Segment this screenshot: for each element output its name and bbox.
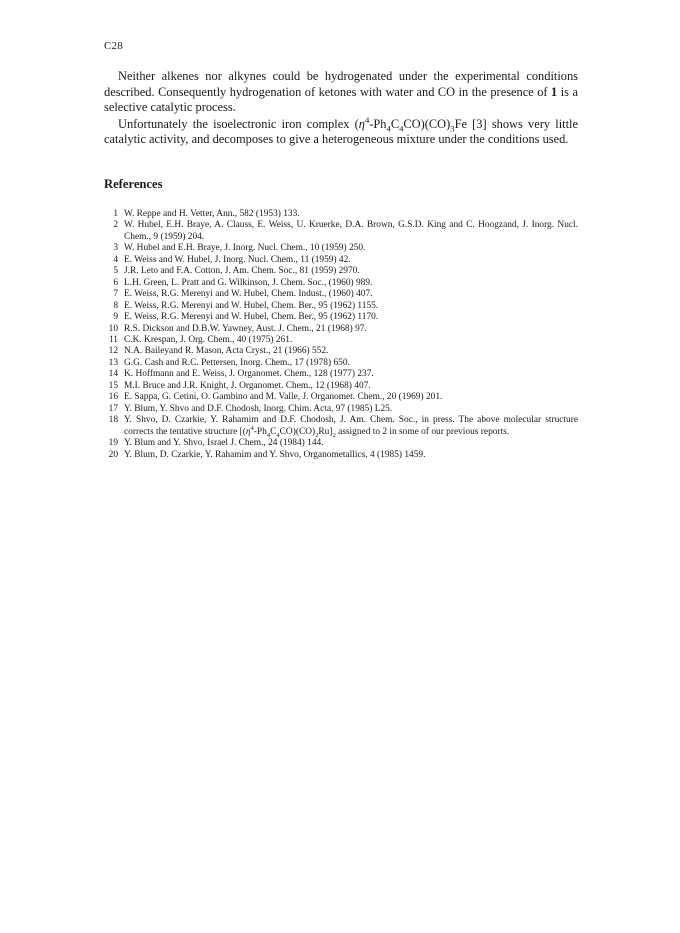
reference-text: E. Sappa, G. Cetini, O. Gambino and M. Valle, J. Organomet. Chem., 20 (1969) 201. xyxy=(124,392,443,403)
reference-text: L.H. Green, L. Pratt and G. Wilkinson, J. Chem. Soc., (1960) 989. xyxy=(124,277,373,288)
reference-item xyxy=(104,404,578,415)
reference-number: 10 xyxy=(108,323,118,334)
reference-text: Y. Blum and Y. Shvo, Israel J. Chem., 24 (1984) 144. xyxy=(124,438,324,449)
reference-text: Y. Blum, D. Czarkie, Y. Rahamim and Y. Shvo, Organometallics, 4 (1985) 1459. xyxy=(124,449,426,460)
reference-item xyxy=(104,358,578,369)
reference-text: M.I. Bruce and J.R. Knight, J. Organomet. Chem., 12 (1968) 407. xyxy=(124,380,371,391)
reference-item xyxy=(104,255,578,266)
reference-text: K. Hoffmann and E. Weiss, J. Organomet. Chem., 128 (1977) 237. xyxy=(124,369,374,380)
reference-number: 3 xyxy=(113,243,118,254)
reference-item xyxy=(104,220,578,243)
reference-item xyxy=(104,415,578,438)
reference-text: G.G. Cash and R.C. Pettersen, Inorg. Chem., 17 (1978) 650. xyxy=(124,357,350,368)
references-heading: References xyxy=(104,177,163,191)
reference-item xyxy=(104,346,578,357)
references-list xyxy=(104,209,578,461)
reference-number: 18 xyxy=(108,415,118,426)
reference-item xyxy=(104,289,578,300)
reference-number: 20 xyxy=(108,449,118,460)
reference-text: N.A. Baileyand R. Mason, Acta Cryst., 21 (1966) 552. xyxy=(124,346,329,357)
reference-number: 16 xyxy=(108,392,118,403)
reference-number: 9 xyxy=(113,312,118,323)
reference-text: W. Hubel and E.H. Braye, J. Inorg. Nucl. Chem., 10 (1959) 250. xyxy=(124,243,366,254)
reference-item xyxy=(104,209,578,220)
reference-number: 1 xyxy=(113,209,118,219)
reference-item xyxy=(104,450,578,461)
reference-number: 17 xyxy=(108,403,118,414)
reference-number: 15 xyxy=(108,380,118,391)
reference-text: Y. Blum, Y. Shvo and D.F. Chodosh, Inorg. Chim. Acta, 97 (1985) L25. xyxy=(124,403,393,414)
reference-text: W. Hubel, E.H. Braye, A. Clauss, E. Weiss, U. Kruerke, D.A. Brown, G.S.D. King and C. Hoogzand, J. Inorg. Nucl. Chem., 9 (1959) 204. xyxy=(124,220,578,242)
reference-number: 4 xyxy=(113,254,118,265)
reference-number: 2 xyxy=(113,220,118,231)
reference-item xyxy=(104,301,578,312)
reference-number: 12 xyxy=(108,346,118,357)
reference-item xyxy=(104,369,578,380)
reference-text: E. Weiss, R.G. Merenyi and W. Hubel, Chem. Ber., 95 (1962) 1155. xyxy=(124,300,379,311)
reference-number: 5 xyxy=(113,266,118,277)
reference-text: J.R. Leto and F.A. Cotton, J. Am. Chem. Soc., 81 (1959) 2970. xyxy=(124,266,360,277)
page-number: C28 xyxy=(104,40,123,52)
reference-text: E. Weiss, R.G. Merenyi and W. Hubel, Chem. Ber., 95 (1962) 1170. xyxy=(124,312,379,323)
body-paragraph: Neither alkenes nor alkynes could be hydrogenated under the experimental conditions described. Consequently hydrogenation of ketones with water and CO in the presence of 1 is a selective catalytic process. xyxy=(104,69,578,115)
reference-number: 14 xyxy=(108,369,118,380)
reference-item xyxy=(104,392,578,403)
reference-number: 13 xyxy=(108,357,118,368)
reference-number: 7 xyxy=(113,289,118,300)
reference-text: E. Weiss and W. Hubel, J. Inorg. Nucl. Chem., 11 (1959) 42. xyxy=(124,254,351,265)
reference-item xyxy=(104,243,578,254)
reference-item xyxy=(104,335,578,346)
reference-item xyxy=(104,324,578,335)
reference-text: Y. Shvo, D. Czarkie, Y. Rahamim and D.F. Chodosh, J. Am. Chem. Soc., in press. The above molecular structure corrects the tentative structure $[(\eta^4-Ph_4C_4CO)(CO)_2Ru]_2$ assigned to 2 in some of our previous reports. xyxy=(124,415,578,439)
reference-item xyxy=(104,266,578,277)
reference-text: E. Weiss, R.G. Merenyi and W. Hubel, Chem. Indust., (1960) 407. xyxy=(124,289,373,300)
reference-number: 11 xyxy=(108,334,118,345)
reference-item xyxy=(104,278,578,289)
body-text xyxy=(104,69,578,148)
reference-number: 19 xyxy=(108,438,118,449)
reference-number: 6 xyxy=(113,277,118,288)
reference-number: 8 xyxy=(113,300,118,311)
reference-text: R.S. Dickson and D.B.W. Yawney, Aust. J. Chem., 21 (1968) 97. xyxy=(124,323,367,334)
body-paragraph: Unfortunately the isoelectronic iron complex $(\eta^4-Ph_4C_4CO)(CO)_3Fe$ [3] shows very little catalytic activity, and decomposes to give a heterogeneous mixture under the conditions used. xyxy=(104,114,578,147)
reference-item xyxy=(104,438,578,449)
reference-text: C.K. Krespan, J. Org. Chem., 40 (1975) 261. xyxy=(124,334,293,345)
reference-item xyxy=(104,381,578,392)
reference-text: W. Reppe and H. Vetter, Ann., 582 (1953) 133. xyxy=(124,209,300,219)
reference-item xyxy=(104,312,578,323)
